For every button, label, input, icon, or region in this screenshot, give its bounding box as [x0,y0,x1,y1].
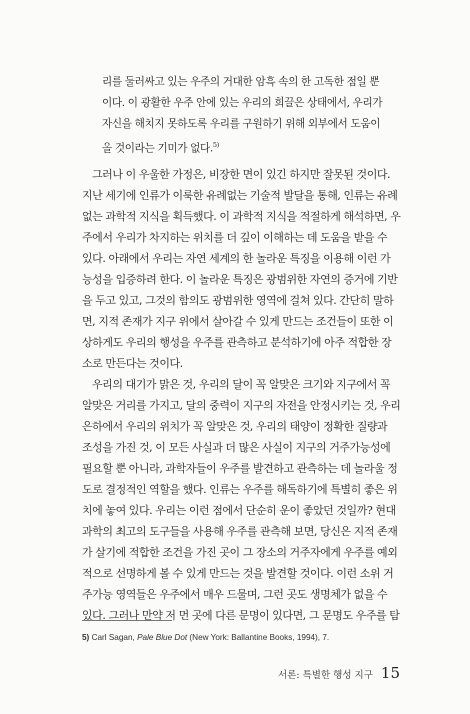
text-line: 적으로 선명하게 볼 수 있게 만드는 것을 발견할 것이다. 이런 소위 거 [82,567,394,580]
text-line: 조성을 가진 것, 이 모든 사실과 더 많은 사실이 지구의 거주가능성에 [82,441,391,454]
text-line: 지난 세기에 인류가 이룩한 유례없는 기술적 발달을 통해, 인류는 유례 [82,189,398,202]
quote-line: 리를 둘러싸고 있는 우주의 거대한 암흑 속의 한 고독한 점일 뿐 [102,76,380,88]
text-line: 없는 과학적 지식을 획득했다. 이 과학적 지식을 적절하게 해석하면, 우 [82,210,401,223]
quote-line-text: 올 것이라는 기미가 없다. [102,142,213,155]
text-line: 도로 결정적인 역할을 했다. 인류는 우주를 해독하기에 특별히 좋은 위 [82,483,398,496]
paragraph-first-line: 그러나 이 우울한 가정은, 비장한 면이 있긴 하지만 잘못된 것이다. [92,168,391,181]
block-quote [102,72,402,156]
body-paragraphs [82,164,402,626]
quote-line-last [102,135,402,156]
text-line: 치에 놓여 있다. 우리는 이런 점에서 단순히 운이 좋았던 것일까? 현대 [82,504,396,517]
section-title: 서론: 특별한 행성 지구 [278,670,373,681]
footnote [82,632,402,644]
quote-line: 이다. 이 광활한 우주 안에 있는 우리의 희끌은 상태에서, 우리가 [102,97,383,109]
text-line: 주에서 우리가 차지하는 위치를 더 깊이 이해하는 데 도움을 받을 수 [82,231,388,244]
running-footer [278,664,400,682]
footnote-publication: (New York: Ballantine Books, 1994), 7. [187,633,330,642]
footnote-number: 5) [82,633,90,642]
footnote-author: Carl Sagan, [91,633,138,642]
text-line: 가 살기에 적합한 조건을 가진 곳이 그 장소의 거주자에게 우주를 예외 [82,546,398,559]
text-line: 소로 만든다는 것이다. [82,357,183,370]
text-line: 주가능 영역들은 우주에서 매우 드물며, 그런 곳도 생명체가 없을 수 [82,588,388,601]
text-line: 을 두고 있고, 그것의 함의도 광범위한 영역에 걸쳐 있다. 간단히 말하 [82,294,394,307]
page-number: 15 [380,664,400,682]
text-line: 면, 지적 존재가 지구 위에서 살아갈 수 있게 만드는 조건들이 또한 이 [82,315,394,328]
footnote-divider [82,620,172,621]
paragraph-first-line: 우리의 대기가 맑은 것, 우리의 달이 꼭 알맞은 크기와 지구에서 꼭 [92,378,391,391]
text-line: 있다. 아래에서 우리는 자연 세계의 한 놀라운 특징을 이용해 이런 가 [82,252,391,265]
footnote-reference[interactable]: 5) [212,141,219,149]
text-line: 능성을 입증하려 한다. 이 놀라운 특징은 광범위한 자연의 증거에 기반 [82,273,398,286]
text-line: 과학의 최고의 도구들을 사용해 우주를 관측해 보면, 당신은 지적 존재 [82,525,398,538]
text-line: 상하게도 우리의 행성을 우주를 관측하고 분석하기에 아주 적합한 장 [82,336,392,349]
footnote-title: Pale Blue Dot [137,633,188,642]
quote-line: 자신을 해치지 못하도록 우리를 구원하기 위해 외부에서 도움이 [102,118,381,130]
text-line: 알맞은 거리를 가지고, 달의 중력이 지구의 자전을 안정시키는 것, 우리 [82,399,401,412]
text-line: 필요할 뿐 아니라, 과학자들이 우주를 발견하고 관측하는 데 놀라울 정 [82,462,398,475]
text-line: 있다. 그러나 만약 저 먼 곳에 다른 문명이 있다면, 그 문명도 우주를 탐 [82,609,400,622]
text-line: 은하에서 우리의 위치가 꼭 알맞은 것, 우리의 태양이 정확한 질량과 [82,420,388,433]
